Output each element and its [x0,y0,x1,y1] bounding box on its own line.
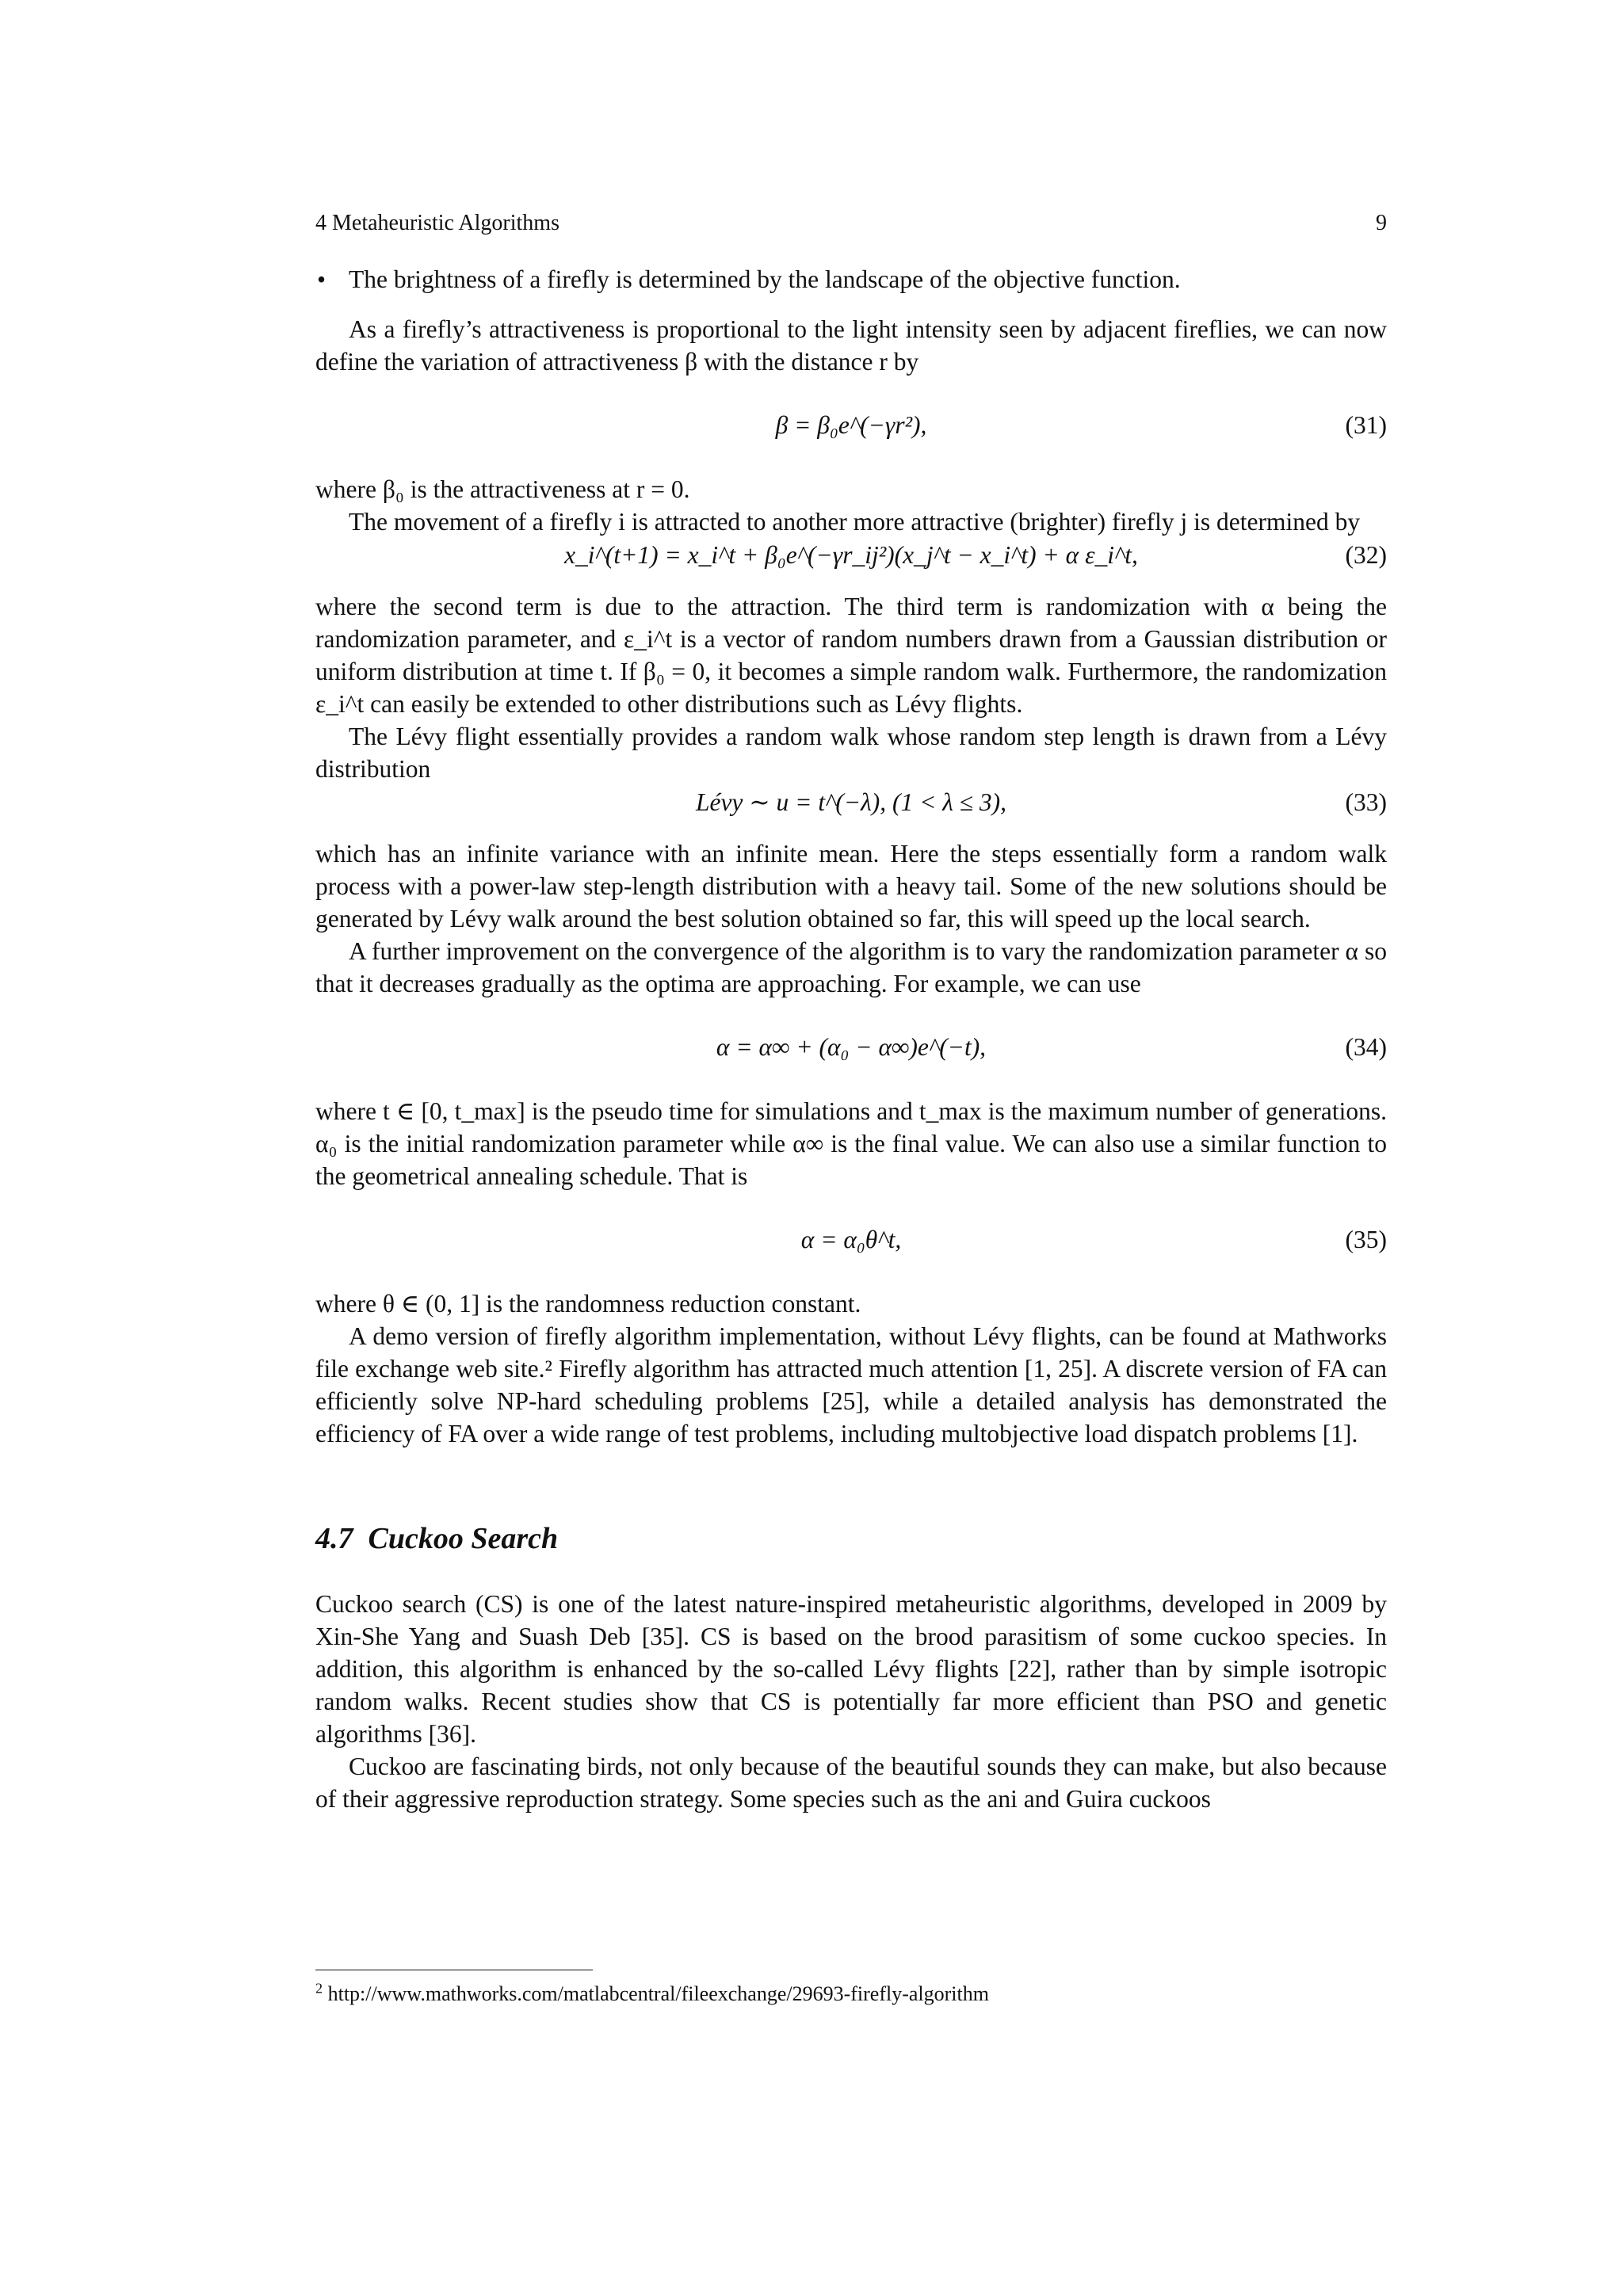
equation-body: α = α₀θ^t, [800,1226,902,1253]
equation-34 [315,1030,1387,1065]
footnote [315,1981,1387,2007]
equation-body: Lévy ∼ u = t^(−λ), (1 < λ ≤ 3), [695,788,1007,816]
paragraph: where t ∈ [0, t_max] is the pseudo time for simulations and t_max is the maximum number of generations. α₀ is the initial randomization parameter while α∞ is the final value. We can also use a similar function to the geometrical annealing schedule. That is [315,1097,1387,1190]
chapter-title: 4 Metaheuristic Algorithms [315,211,559,235]
paragraph: where β₀ is the attractiveness at r = 0. [315,475,690,503]
equation-number: (34) [1345,1033,1387,1061]
paragraph: Cuckoo are fascinating birds, not only because of the beautiful sounds they can make, but also because of their aggressive reproduction strategy. Some species such as the ani and Guira cuckoos [315,1753,1387,1813]
equation-35 [315,1222,1387,1257]
paragraph: As a firefly’s attractiveness is proportional to the light intensity seen by adjacent fireflies, we can now define the variation of attractiveness β with the distance r by [315,315,1387,376]
paragraph: which has an infinite variance with an infinite mean. Here the steps essentially form a random walk process with a power-law step-length distribution with a heavy tail. Some of the new solutions should be generated by Lévy walk around the best solution obtained so far, this will speed up the local search. [315,840,1387,933]
equation-31 [315,408,1387,443]
paragraph: A further improvement on the convergence of the algorithm is to vary the randomization parameter α so that it decreases gradually as the optima are approaching. For example, we can use [315,937,1387,997]
bullet-item [315,263,1387,296]
bullet-text: The brightness of a firefly is determined by the landscape of the objective function. [349,265,1181,293]
paragraph: where θ ∈ (0, 1] is the randomness reduction constant. [315,1290,861,1318]
footnote-link[interactable]: http://www.mathworks.com/matlabcentral/fileexchange/29693-firefly-algorithm [327,1982,989,2005]
equation-33 [315,785,1387,820]
paragraph: A demo version of firefly algorithm implementation, without Lévy flights, can be found at Mathworks file exchange web site.² Firefly algorithm has attracted much attention [1, 25]. A discrete version of FA can efficiently solve NP-hard scheduling problems [25], while a detailed analysis has demonstrated the efficiency of FA over a wide range of test problems, including multobjective load dispatch problems [1]. [315,1322,1387,1447]
equation-number: (33) [1345,788,1387,816]
equation-32 [315,538,1387,573]
section-number: 4.7 [315,1522,353,1555]
equation-body: α = α∞ + (α₀ − α∞)e^(−t), [716,1033,987,1061]
equation-body: x_i^(t+1) = x_i^t + β₀e^(−γr_ij²)(x_j^t − x_i^t) + α ε_i^t, [564,541,1138,569]
body-text [315,263,1387,1815]
equation-body: β = β₀e^(−γr²), [775,411,927,439]
page-number: 9 [1376,211,1387,235]
bullet-dot: • [317,265,327,293]
equation-number: (32) [1345,541,1387,569]
section-title: Cuckoo Search [368,1522,559,1555]
paragraph: where the second term is due to the attraction. The third term is randomization with α being the randomization parameter, and ε_i^t is a vector of random numbers drawn from a Gaussian distribution or uniform distribution at time t. If β₀ = 0, it becomes a simple random walk. Furthermore, the randomization ε_i^t can easily be extended to other distributions such as Lévy flights. [315,593,1387,718]
paragraph: The movement of a firefly i is attracted to another more attractive (brighter) firefly j is determined by [349,508,1361,536]
paragraph: The Lévy flight essentially provides a random walk whose random step length is drawn from a Lévy distribution [315,723,1387,783]
paragraph: Cuckoo search (CS) is one of the latest nature-inspired metaheuristic algorithms, developed in 2009 by Xin-She Yang and Suash Deb [35]. CS is based on the brood parasitism of some cuckoo species. In addition, this algorithm is enhanced by the so-called Lévy flights [22], rather than by simple isotropic random walks. Recent studies show that CS is potentially far more efficient than PSO and genetic algorithms [36]. [315,1590,1387,1748]
section-heading [315,1520,1387,1558]
equation-number: (31) [1345,411,1387,439]
equation-number: (35) [1345,1226,1387,1253]
footnote-mark: 2 [315,1980,323,1997]
